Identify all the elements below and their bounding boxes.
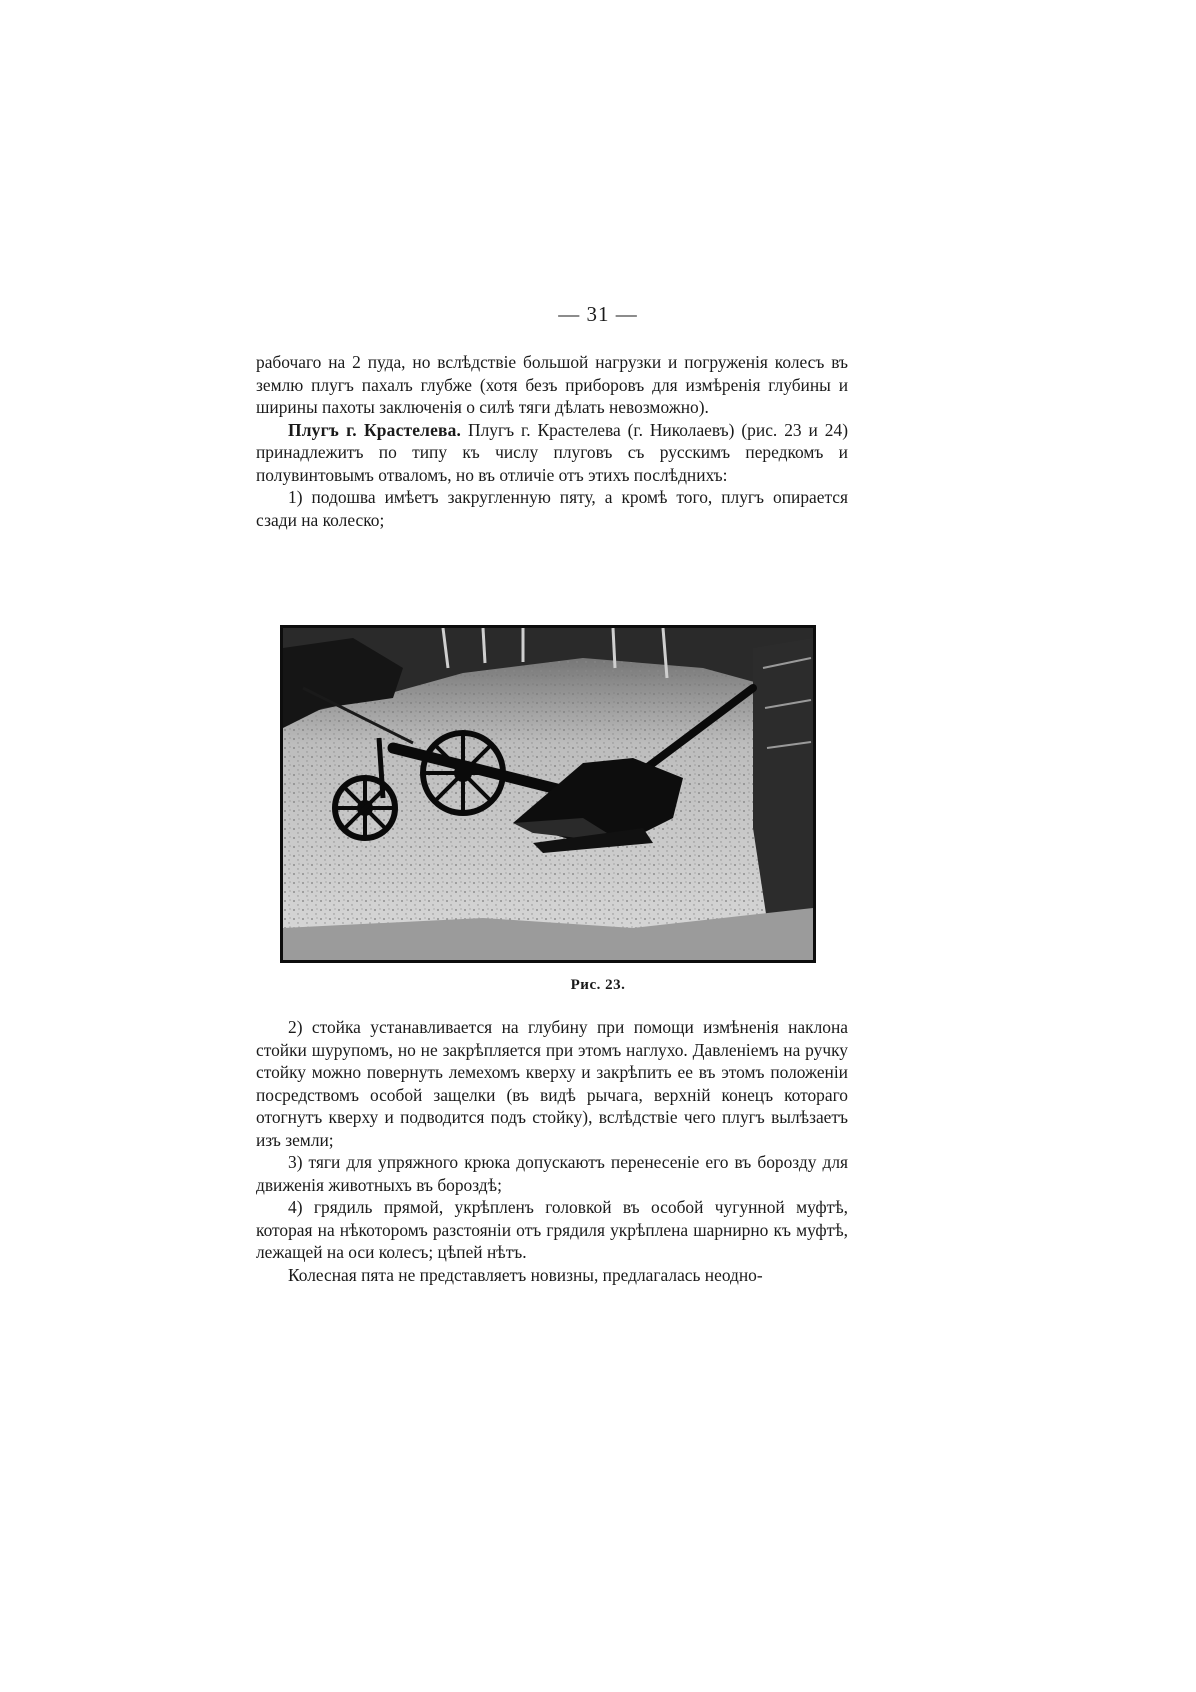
- plough-rear-wheel: [423, 733, 503, 813]
- body-text-bottom: [256, 1016, 848, 1286]
- list-item-4: 4) грядиль прямой, укрѣпленъ головкой въ особой чугунной муфтѣ, которая на нѣкоторомъ разстояніи отъ грядиля укрѣплена шарнирно къ муфтѣ, лежащей на оси колесъ; цѣпей нѣтъ.: [256, 1197, 848, 1262]
- paragraph-continuation: рабочаго на 2 пуда, но вслѣдствіе большой нагрузки и погруженія колесъ въ землю плугъ пахалъ глубже (хотя безъ приборовъ для измѣренія глубины и ширины пахоты заключенія о силѣ тяги дѣлать невозможно).: [256, 352, 848, 417]
- plough-photograph: [283, 628, 813, 960]
- paragraph-krastelev-plough: [256, 419, 848, 487]
- list-item-1: 1) подошва имѣетъ закругленную пяту, а кромѣ того, плугъ опирается сзади на колеско;: [256, 487, 848, 530]
- list-item-2: 2) стойка устанавливается на глубину при помощи измѣненія наклона стойки шурупомъ, но не закрѣпляется при этомъ наглухо. Давленіемъ на ручку стойку можно повернуть лемехомъ кверху и закрѣпить ее въ этомъ положеніи посредствомъ особой защелки (въ видѣ рычага, верхній конецъ котораго отогнутъ кверху и подводится подъ стойку), вслѣдствіе чего плугъ вылѣзаетъ изъ земли;: [256, 1017, 848, 1150]
- paragraph-krastelev-body: Плугъ г. Крастелева (г. Николаевъ) (рис. 23 и 24) принадлежитъ по типу къ числу плуговъ съ русскимъ передкомъ и полувинтовымъ отваломъ, но въ отличіе отъ этихъ послѣднихъ:: [256, 419, 848, 485]
- list-item-3: 3) тяги для упряжного крюка допускаютъ перенесеніе его въ борозду для движенія животныхъ въ бороздѣ;: [256, 1152, 848, 1195]
- section-heading-krastelev: Плугъ г. Крастелева.: [288, 419, 462, 440]
- page-number: — 31 —: [558, 302, 638, 326]
- plough-front-wheel: [335, 778, 395, 838]
- figure-caption: Рис. 23.: [570, 977, 626, 993]
- figure-plough-photo: [280, 625, 816, 963]
- paragraph-wheel-heel: Колесная пята не представляетъ новизны, предлагалась неодно-: [288, 1264, 763, 1285]
- body-text-top: [256, 351, 848, 531]
